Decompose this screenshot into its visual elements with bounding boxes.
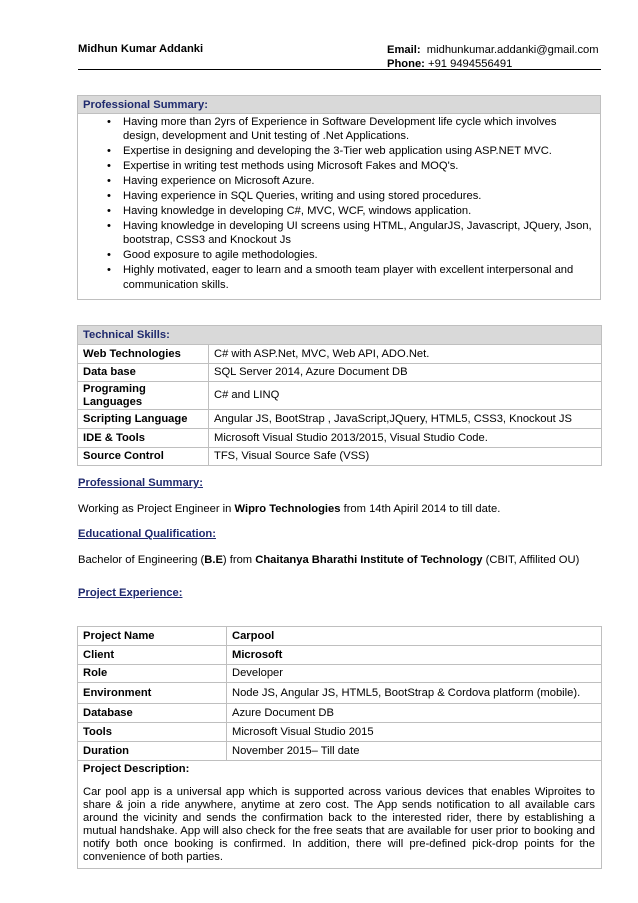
project-value: November 2015– Till date [227, 742, 602, 761]
education-title: Educational Qualification: [78, 528, 216, 540]
education-text [78, 554, 601, 566]
summary-item: • Having knowledge in developing C#, MVC, WCF, windows application. [78, 204, 594, 218]
header-divider [78, 69, 601, 70]
project-label: Tools [78, 723, 227, 742]
skill-label: Scripting Language [78, 410, 209, 429]
email-line [387, 43, 599, 57]
summary-list [78, 114, 600, 292]
summary-item: • Having more than 2yrs of Experience in Software Development life cycle which involves design, development and Unit testing of .Net Applications. [78, 115, 594, 143]
skills-row [78, 410, 602, 429]
company-name: Wipro Technologies [234, 503, 341, 515]
project-value: Carpool [227, 627, 602, 646]
phone-value: +91 9494556491 [428, 58, 513, 70]
skill-label: Web Technologies [78, 345, 209, 364]
project-row [78, 627, 602, 646]
project-label: Client [78, 646, 227, 665]
skill-label: Programing Languages [78, 382, 209, 410]
project-row [78, 723, 602, 742]
professional-text-after: from 14th Apiril 2014 to till date. [340, 503, 501, 515]
skills-row [78, 382, 602, 410]
skills-header-row [78, 326, 602, 345]
summary-item: • Having experience in SQL Queries, writing and using stored procedures. [78, 189, 594, 203]
project-description-row [78, 761, 602, 869]
skills-table [77, 325, 602, 466]
project-row [78, 646, 602, 665]
project-title: Project Experience: [78, 587, 183, 599]
skills-row [78, 345, 602, 364]
education-text-before: Bachelor of Engineering ( [78, 554, 205, 566]
summary-item: • Expertise in writing test methods using Microsoft Fakes and MOQ's. [78, 159, 594, 173]
skills-row [78, 364, 602, 382]
phone-label: Phone: [387, 58, 425, 70]
project-description-text: Car pool app is a universal app which is supported across various devices that enables Wiproites to share & join a ride anywhere, anytime at zero cost. The App sends notification to all available cars around the vicinity and sends the confirmation back to the interested rider, there by establishing a mutual handshake. App will also check for the free seats that are available for user prior to booking and notify both once booking is confirmed. In addition, there will pre-defined pick-drop points for the convenience of both parties. [83, 786, 595, 863]
skill-label: Source Control [78, 448, 209, 466]
education-text-mid: ) from [222, 554, 256, 566]
skills-row [78, 429, 602, 448]
skill-value: Microsoft Visual Studio 2013/2015, Visual Studio Code. [209, 429, 602, 448]
project-row [78, 683, 602, 704]
summary-item: • Having knowledge in developing UI screens using HTML, AngularJS, Javascript, JQuery, Json, bootstrap, CSS3 and Knockout Js [78, 219, 594, 247]
project-value: Node JS, Angular JS, HTML5, BootStrap & Cordova platform (mobile). [227, 683, 602, 704]
skills-title: Technical Skills: [78, 326, 602, 345]
candidate-name: Midhun Kumar Addanki [78, 43, 204, 55]
contact-block [387, 43, 599, 71]
project-row [78, 742, 602, 761]
skill-value: C# with ASP.Net, MVC, Web API, ADO.Net. [209, 345, 602, 364]
project-label: Database [78, 704, 227, 723]
professional-title: Professional Summary: [78, 477, 203, 489]
summary-item: • Having experience on Microsoft Azure. [78, 174, 594, 188]
professional-text-before: Working as Project Engineer in [78, 503, 235, 515]
project-row [78, 704, 602, 723]
degree: B.E [204, 554, 223, 566]
summary-item: • Good exposure to agile methodologies. [78, 248, 594, 262]
project-description-label: Project Description: [83, 763, 190, 775]
skill-value: TFS, Visual Source Safe (VSS) [209, 448, 602, 466]
summary-item: • Highly motivated, eager to learn and a smooth team player with excellent interpersonal and communication skills. [78, 263, 594, 291]
summary-title: Professional Summary: [78, 96, 600, 114]
project-value: Microsoft [227, 646, 602, 665]
professional-text [78, 503, 601, 515]
project-table [77, 626, 602, 869]
project-label: Environment [78, 683, 227, 704]
education-text-after: (CBIT, Affilited OU) [482, 554, 580, 566]
project-label: Role [78, 665, 227, 683]
skill-value: SQL Server 2014, Azure Document DB [209, 364, 602, 382]
project-value: Developer [227, 665, 602, 683]
skill-value: Angular JS, BootStrap , JavaScript,JQuery, HTML5, CSS3, Knockout JS [209, 410, 602, 429]
skill-label: IDE & Tools [78, 429, 209, 448]
project-description-cell [78, 761, 602, 869]
summary-item: • Expertise in designing and developing the 3-Tier web application using ASP.NET MVC. [78, 144, 594, 158]
skill-value: C# and LINQ [209, 382, 602, 410]
summary-box [77, 95, 601, 300]
project-label: Project Name [78, 627, 227, 646]
project-value: Microsoft Visual Studio 2015 [227, 723, 602, 742]
project-value: Azure Document DB [227, 704, 602, 723]
project-label: Duration [78, 742, 227, 761]
email-label: Email: [387, 44, 421, 56]
project-row [78, 665, 602, 683]
skills-row [78, 448, 602, 466]
email-value[interactable]: midhunkumar.addanki@gmail.com [426, 44, 599, 56]
institute-name: Chaitanya Bharathi Institute of Technology [255, 554, 483, 566]
skill-label: Data base [78, 364, 209, 382]
